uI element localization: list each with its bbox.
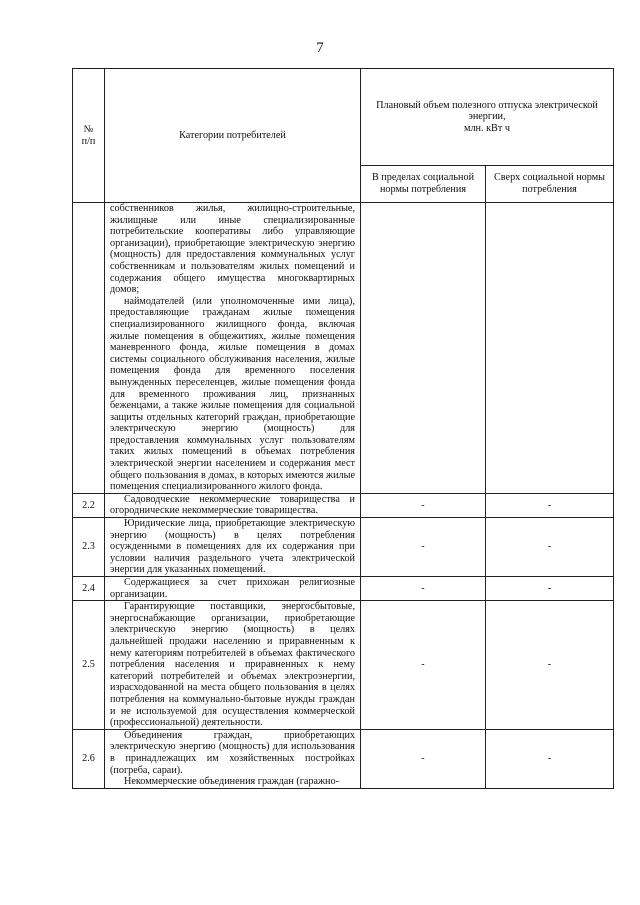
row-over-norm: - xyxy=(486,493,614,517)
row-number: 2.6 xyxy=(73,729,105,788)
table-row xyxy=(73,518,614,577)
row-number: 2.3 xyxy=(73,518,105,577)
row-over-norm: - xyxy=(486,577,614,601)
row-over-norm xyxy=(486,203,614,494)
page-number: 7 xyxy=(316,40,324,56)
category-paragraph: Садоводческие некоммерческие товарищества и огороднические некоммерческие товарищества. xyxy=(110,493,355,517)
category-paragraph: Некоммерческие объединения граждан (гаражно- xyxy=(124,776,340,788)
row-category xyxy=(105,729,361,788)
row-within-norm: - xyxy=(361,601,486,730)
category-paragraph: Юридические лица, приобретающие электрическую энергию (мощность) в целях потребления осужденными в помещениях для их содержания при условии наличия раздельного учета электрической энергии для указанных помещений. xyxy=(110,518,355,576)
row-within-norm xyxy=(361,203,486,494)
row-within-norm: - xyxy=(361,493,486,517)
table-row xyxy=(73,577,614,601)
row-category xyxy=(105,203,361,494)
table-row xyxy=(73,601,614,730)
header-within-norm: В пределах социальной нормы потребления xyxy=(361,166,486,203)
row-number xyxy=(73,203,105,494)
row-number: 2.4 xyxy=(73,577,105,601)
row-within-norm: - xyxy=(361,518,486,577)
row-within-norm: - xyxy=(361,577,486,601)
row-over-norm: - xyxy=(486,729,614,788)
table-row xyxy=(73,203,614,494)
header-over-norm: Сверх социальной нормы потребления xyxy=(486,166,614,203)
table-row xyxy=(73,493,614,517)
category-paragraph: Объединения граждан, приобретающих электрическую энергию (мощность) для использования в принадлежащих им хозяйственных постройках (погреба, сараи). xyxy=(110,729,355,776)
header-num: № п/п xyxy=(73,69,105,203)
row-number: 2.2 xyxy=(73,493,105,517)
category-paragraph: наймодателей (или уполномоченные ими лица), предоставляющие гражданам жилые помещения специализированного жилищного фонда, включая жилые помещения в общежитиях, жилые помещения маневренного фонда, жилые помещения в домах системы социального обслуживания населения, жилые помещения фонда для временного поселения вынужденных переселенцев, жилые помещения фонда для временного проживания лиц, признанных беженцами, а также жилые помещения для социальной защиты отдельных категорий граждан, приобретающие электрическую энергию (мощность) для предоставления коммунальных услуг пользователям таких жилых помещений в объемах потребления электрической энергии населением и содержания мест общего пользования в домах, в которых имеются жилые помещения специализированного жилого фонда. xyxy=(110,295,355,493)
row-within-norm: - xyxy=(361,729,486,788)
row-category xyxy=(105,493,361,517)
header-volume: Плановый объем полезного отпуска электрической энергии, млн. кВт ч xyxy=(361,69,614,166)
row-over-norm: - xyxy=(486,601,614,730)
row-category xyxy=(105,601,361,730)
table-row xyxy=(73,729,614,788)
row-category xyxy=(105,518,361,577)
row-number: 2.5 xyxy=(73,601,105,730)
consumption-table xyxy=(72,68,614,789)
header-category: Категории потребителей xyxy=(105,69,361,203)
category-paragraph: собственников жилья, жилищно-строительные, жилищные или иные специализированные потребительские кооперативы либо управляющие организации), приобретающие электрическую энергию (мощность) для предоставления коммунальных услуг собственникам и пользователям жилых помещений и содержания общего имущества многоквартирных домов; xyxy=(110,203,355,296)
category-paragraph: Гарантирующие поставщики, энергосбытовые, энергоснабжающие организации, приобретающие электрическую энергию (мощность) в целях дальнейшей продажи населению и приравненным к нему категориям потребителей в объемах фактического потребления населения и приравненных к нему категорий потребителей и объемах электроэнергии, израсходованной на места общего пользования в целях потребления на коммунально-бытовые нужды граждан и не используемой для осуществления коммерческой (профессиональной) деятельности. xyxy=(110,601,355,729)
row-over-norm: - xyxy=(486,518,614,577)
category-paragraph: Содержащиеся за счет прихожан религиозные организации. xyxy=(110,577,355,600)
row-category xyxy=(105,577,361,601)
